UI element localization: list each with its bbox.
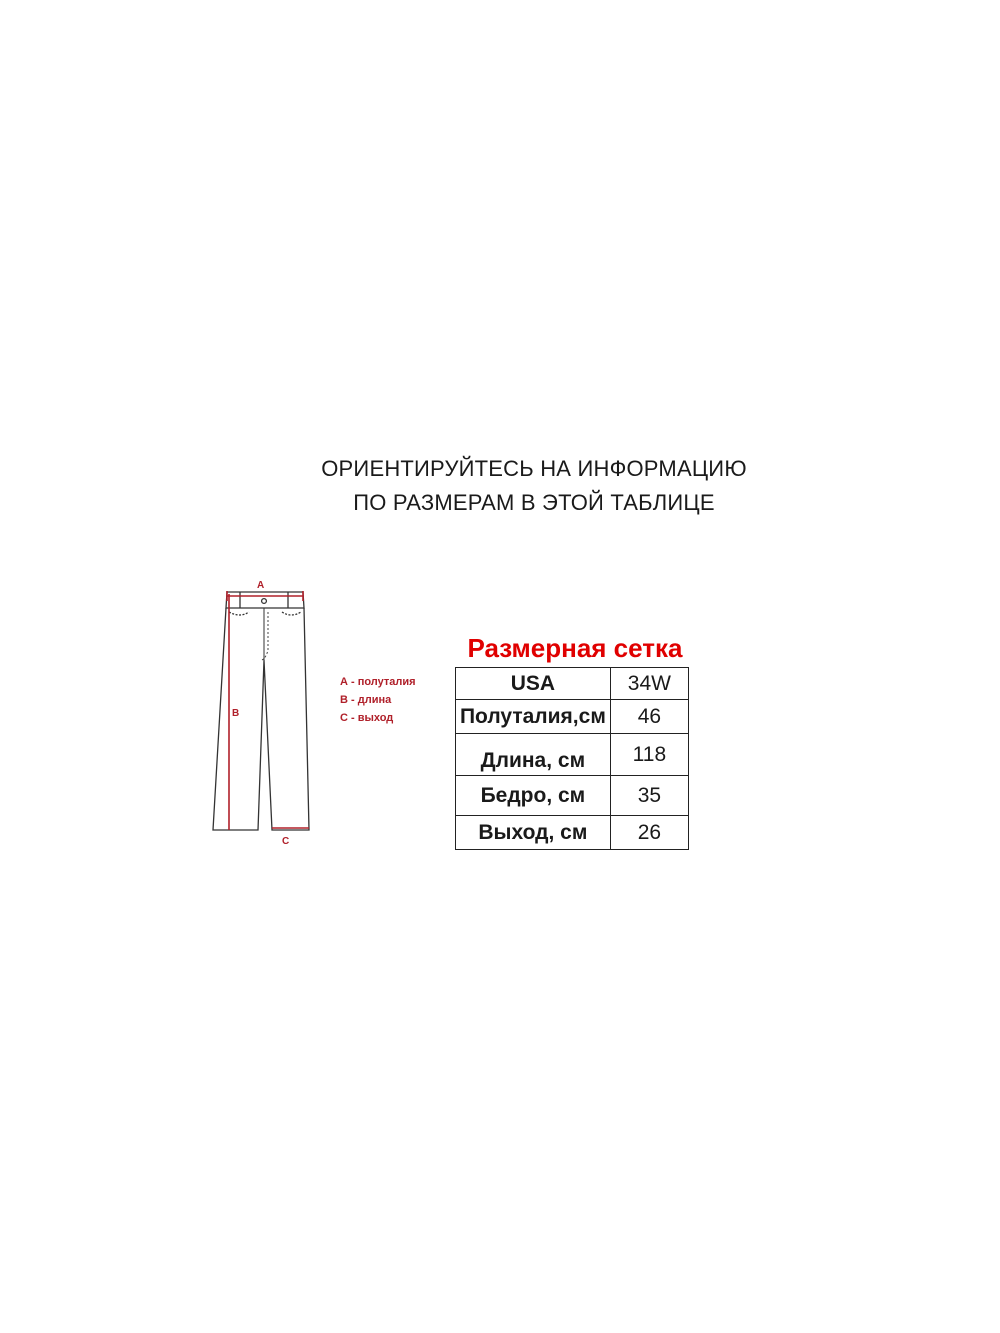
table-row (456, 734, 689, 776)
table-row (456, 776, 689, 816)
table-row (456, 816, 689, 850)
pants-fly-stitch (262, 612, 268, 660)
table-cell-label: Бедро, см (456, 776, 611, 816)
diagram-legend (340, 673, 416, 727)
legend-item-a: А - полуталия (340, 676, 416, 688)
pants-pocket-right (282, 612, 301, 615)
pants-pocket-left (229, 612, 249, 615)
table-cell-value: 118 (610, 734, 688, 776)
pants-waistband (226, 592, 304, 608)
heading-line-2: ПО РАЗМЕРАМ В ЭТОЙ ТАБЛИЦЕ (353, 490, 715, 515)
pants-outline (213, 608, 309, 830)
table-cell-label: Длина, см (456, 734, 611, 776)
table-cell-value: 35 (610, 776, 688, 816)
label-a: A (257, 580, 265, 591)
size-table-title: Размерная сетка (467, 633, 683, 663)
table-cell-label: Выход, см (456, 816, 611, 850)
legend-item-b: В - длина (340, 694, 392, 706)
size-table (455, 667, 689, 850)
heading-line-1: ОРИЕНТИРУЙТЕСЬ НА ИНФОРМАЦИЮ (321, 456, 747, 481)
table-cell-label: USA (456, 668, 611, 700)
table-row (456, 700, 689, 734)
page-heading (0, 452, 1000, 520)
pants-measurement-diagram (200, 572, 330, 862)
pants-button (262, 599, 267, 604)
label-b: B (232, 708, 240, 719)
legend-item-c: С - выход (340, 712, 394, 724)
table-cell-value: 46 (610, 700, 688, 734)
table-cell-value: 34W (610, 668, 688, 700)
table-row (456, 668, 689, 700)
table-cell-value: 26 (610, 816, 688, 850)
table-cell-label: Полуталия,см (456, 700, 611, 734)
label-c: C (282, 836, 290, 847)
